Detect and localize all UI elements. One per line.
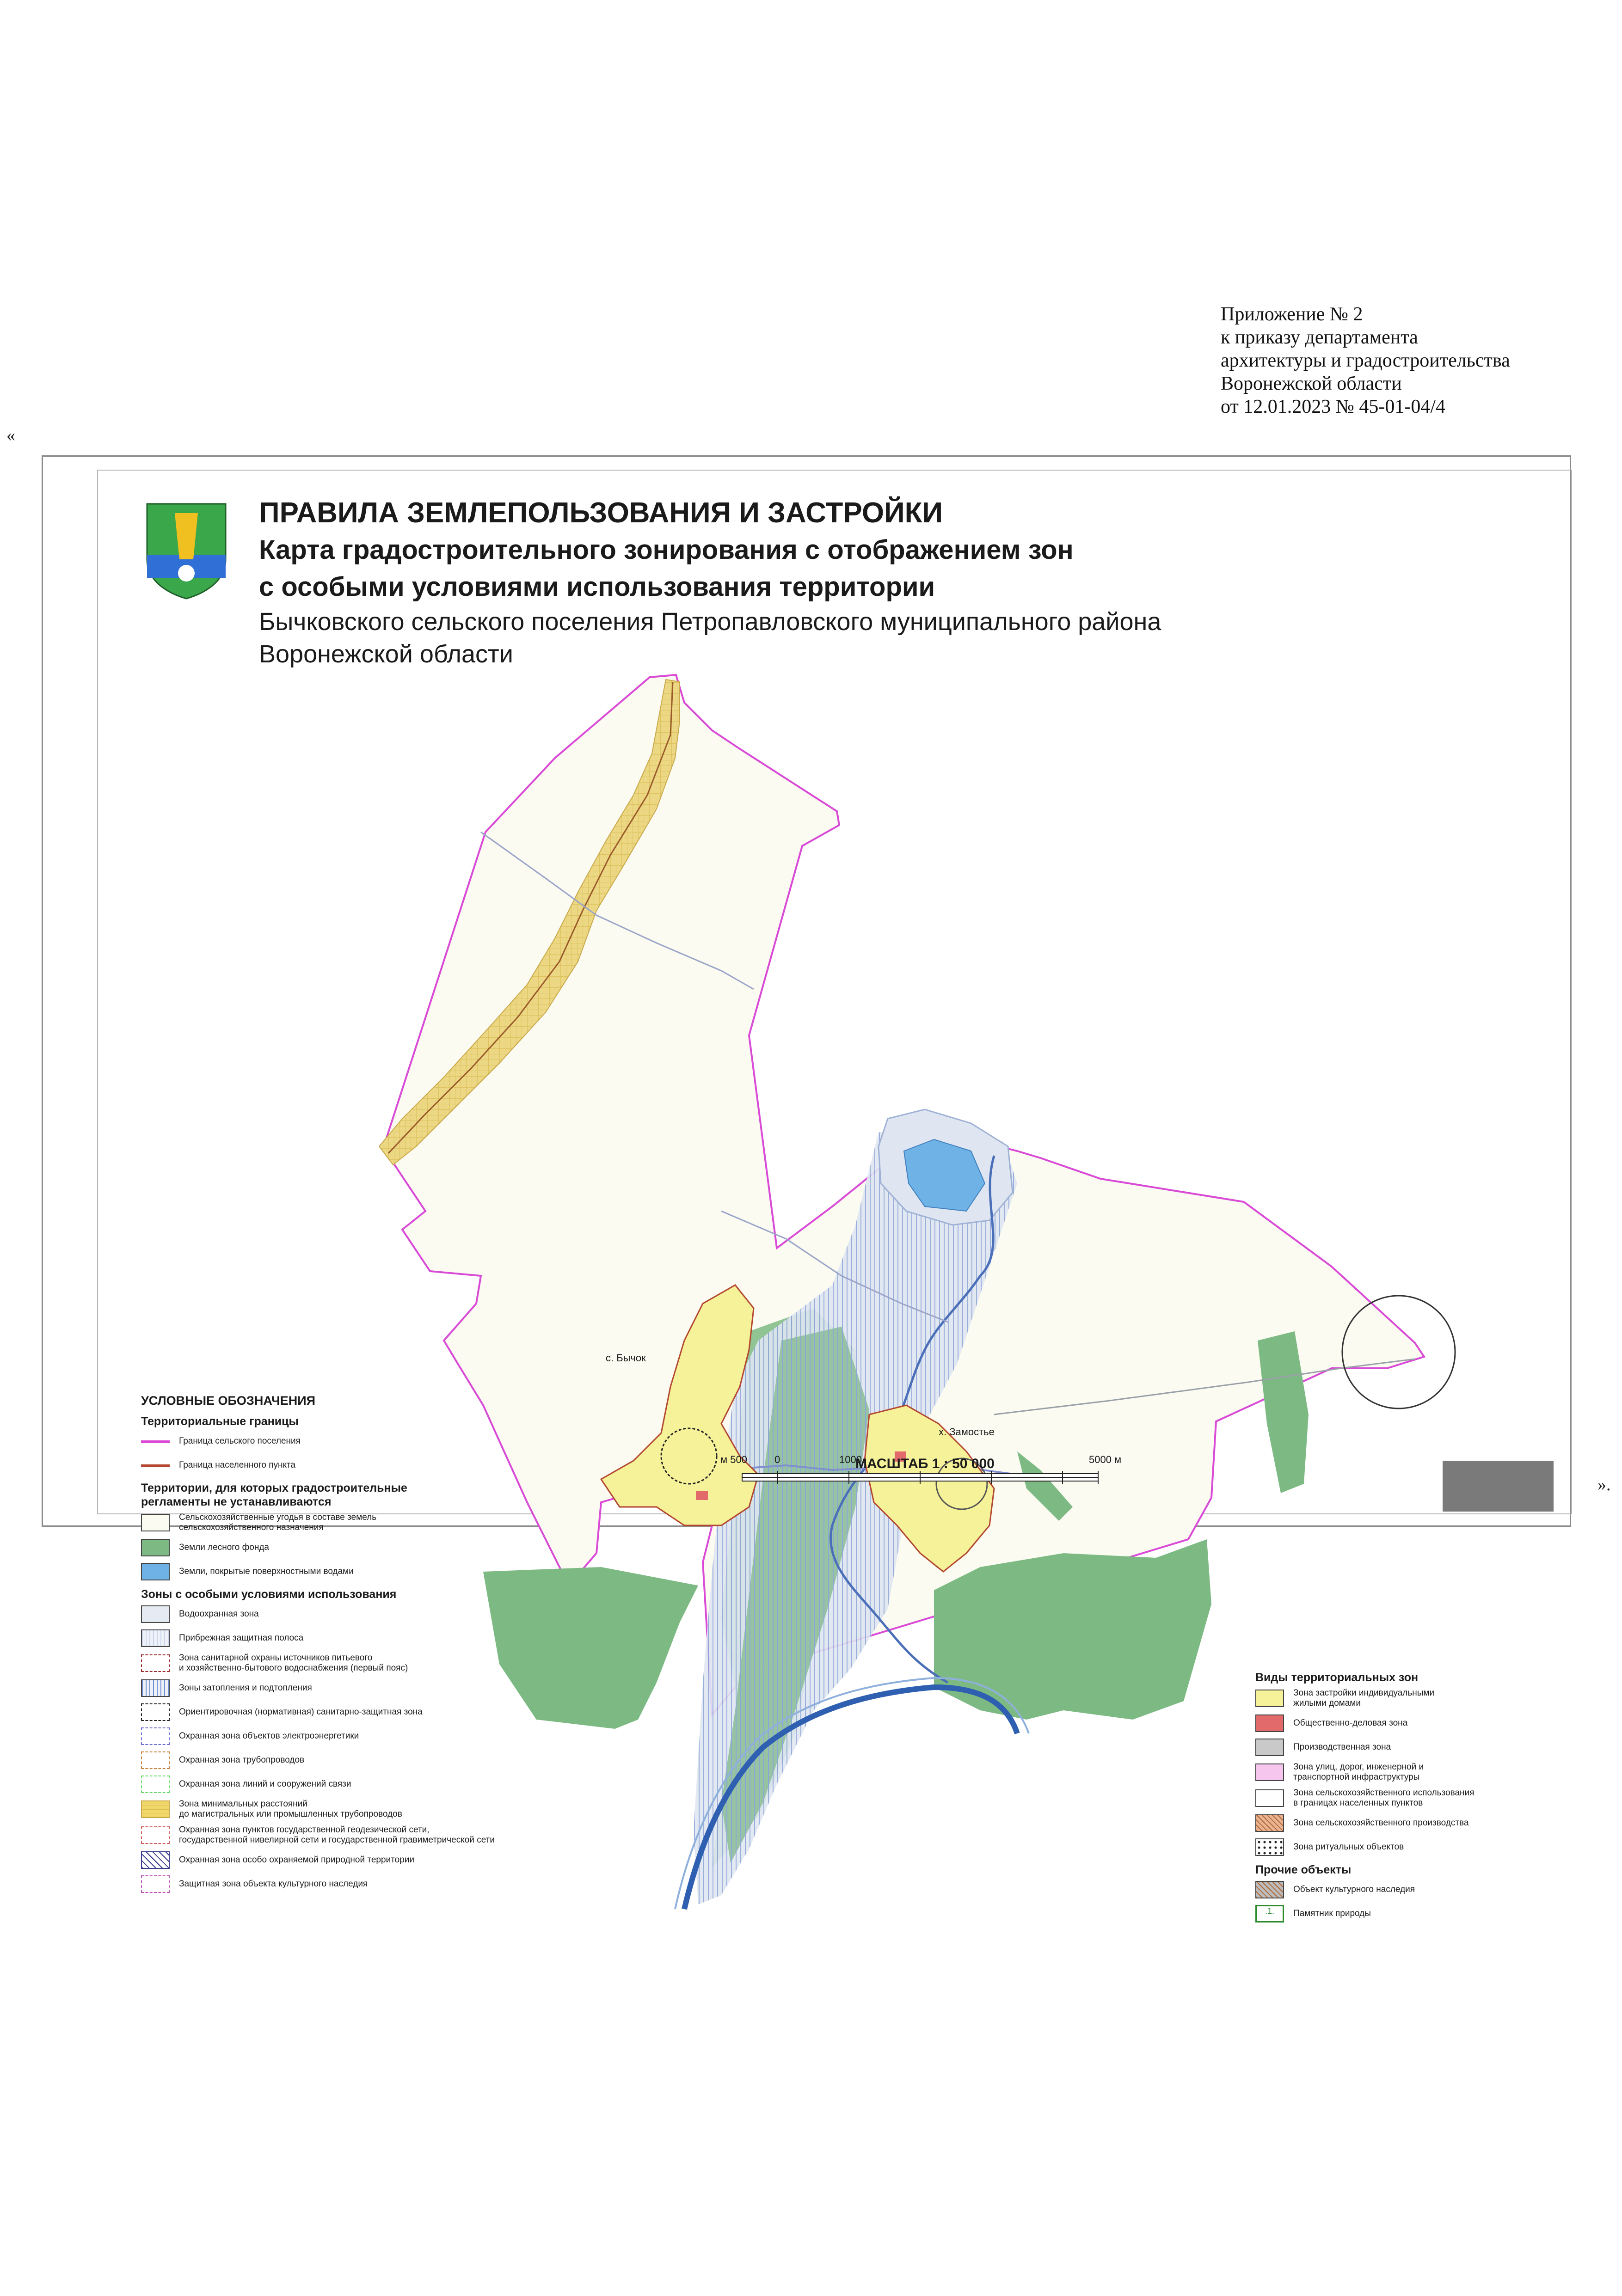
- appendix-line: Воронежской области: [1221, 373, 1402, 394]
- legend-item: [141, 1825, 557, 1845]
- legend-swatch-icon: [141, 1727, 170, 1745]
- legend-item: [141, 1512, 557, 1533]
- legend-item: [141, 1538, 557, 1557]
- zone-legend-item: [1255, 1838, 1542, 1856]
- legend-item: [141, 1703, 557, 1721]
- legend-label: Граница сельского поселения: [179, 1436, 301, 1446]
- legend-label: Зона сельскохозяйственного производства: [1293, 1818, 1469, 1828]
- appendix-line: от 12.01.2023 № 45-01-04/4: [1221, 396, 1446, 417]
- legend-item: [141, 1851, 557, 1869]
- legend-item: [141, 1875, 557, 1893]
- legend-item: [141, 1456, 557, 1475]
- legend-swatch-icon: [1255, 1789, 1284, 1807]
- legend-swatch-icon: [141, 1433, 170, 1450]
- legend-label: Зона улиц, дорог, инженерной и транспортной инфраструктуры: [1293, 1762, 1424, 1782]
- zone-legend-item: [1255, 1738, 1542, 1757]
- legend-label: Зона застройки индивидуальными жилыми домами: [1293, 1688, 1435, 1708]
- legend-label: Охранная зона особо охраняемой природной территории: [179, 1855, 415, 1865]
- legend-label: Земли, покрытые поверхностными водами: [179, 1567, 354, 1576]
- legend-item: [141, 1629, 557, 1647]
- other-objects-title: Прочие объекты: [1255, 1863, 1352, 1876]
- legend-item: [141, 1605, 557, 1623]
- legend-label: Зона минимальных расстояний до магистральных или промышленных трубопроводов: [179, 1799, 402, 1819]
- legend-swatch-icon: [141, 1751, 170, 1769]
- legend-swatch-icon: [141, 1563, 170, 1580]
- legend-swatch-icon: [141, 1629, 170, 1647]
- legend-swatch-icon: [141, 1514, 170, 1531]
- legend-label: Ориентировочная (нормативная) санитарно-защитная зона: [179, 1707, 423, 1717]
- scale-title: МАСШТАБ 1 : 50 000: [855, 1456, 995, 1471]
- legend-swatch-icon: [141, 1457, 170, 1474]
- settlement-label-zamostye: х. Замостье: [939, 1426, 995, 1438]
- legend-label: Производственная зона: [1293, 1742, 1391, 1752]
- legend-swatch-icon: [1255, 1690, 1284, 1707]
- zone-legend-item: [1255, 1788, 1542, 1808]
- legend-label: Земли лесного фонда: [179, 1543, 270, 1552]
- legend-swatch-icon: [141, 1679, 170, 1697]
- other-legend-item: [1255, 1880, 1542, 1899]
- coat-of-arms-icon: [147, 504, 226, 599]
- scale-label-m500: м 500: [720, 1454, 747, 1465]
- open-quote: «: [6, 426, 15, 445]
- public-zone-bychok: [696, 1491, 708, 1500]
- legend-label: Памятник природы: [1293, 1909, 1371, 1918]
- legend-swatch-icon: [1255, 1739, 1284, 1756]
- legend-swatch-icon: [141, 1703, 170, 1721]
- close-quote: ».: [1597, 1475, 1611, 1494]
- legend-swatch-icon: [141, 1851, 170, 1869]
- legend-label: Зона сельскохозяйственного использования в границах населенных пунктов: [1293, 1788, 1475, 1808]
- map-settlement-name: Бычковского сельского поселения Петропавловского муниципального района: [259, 608, 1161, 636]
- legend-item: [141, 1679, 557, 1697]
- legend-item: [141, 1751, 557, 1769]
- legend-label: Зона ритуальных объектов: [1293, 1842, 1404, 1852]
- legend-section-title: Территории, для которых градостроительные регламенты не устанавливаются: [141, 1482, 407, 1508]
- zone-legend-item: [1255, 1714, 1542, 1733]
- organization-stamp: [1443, 1461, 1554, 1512]
- settlement-label-bychok: с. Бычок: [606, 1352, 646, 1364]
- zones-legend-title: Виды территориальных зон: [1255, 1671, 1419, 1684]
- zone-legend-item: [1255, 1814, 1542, 1832]
- legend-item: [141, 1653, 557, 1673]
- appendix-line: Приложение № 2: [1221, 304, 1363, 325]
- legend-section-title: Зоны с особыми условиями использования: [141, 1588, 397, 1601]
- legend-swatch-icon: [1255, 1881, 1284, 1898]
- legend-swatch-icon: [141, 1875, 170, 1893]
- scale-label-5000: 5000 м: [1089, 1454, 1122, 1465]
- map-title: ПРАВИЛА ЗЕМЛЕПОЛЬЗОВАНИЯ И ЗАСТРОЙКИ: [259, 497, 943, 529]
- other-legend-item: [1255, 1904, 1542, 1923]
- appendix-line: к приказу департамента: [1221, 327, 1418, 348]
- legend-swatch-icon: [141, 1800, 170, 1818]
- map-subtitle-2: с особыми условиями использования территории: [259, 572, 935, 602]
- appendix-line: архитектуры и градостроительства: [1221, 350, 1510, 371]
- legend-label: Прибрежная защитная полоса: [179, 1633, 304, 1643]
- legend-label: Зона санитарной охраны источников питьевого и хозяйственно-бытового водоснабжения (первый пояс): [179, 1653, 408, 1673]
- legend-item: [141, 1727, 557, 1745]
- legend-swatch-icon: [141, 1654, 170, 1672]
- legend-label: Сельскохозяйственные угодья в составе земель сельскохозяйственного назначения: [179, 1512, 377, 1532]
- legend-swatch-icon: [141, 1539, 170, 1556]
- zone-legend-item: [1255, 1762, 1542, 1782]
- legend-label: Граница населенного пункта: [179, 1460, 296, 1470]
- zones-legend: [1255, 1664, 1542, 1929]
- legend-swatch-icon: [141, 1605, 170, 1623]
- legend-label: Охранная зона линий и сооружений связи: [179, 1779, 351, 1789]
- legend-swatch-icon: [1255, 1714, 1284, 1732]
- scale-label-0: 0: [774, 1454, 780, 1465]
- legend-label: Охранная зона трубопроводов: [179, 1755, 305, 1765]
- legend-label: Зоны затопления и подтопления: [179, 1683, 312, 1693]
- legend-item: [141, 1432, 557, 1451]
- legend-swatch-icon: [141, 1826, 170, 1844]
- legend-label: Охранная зона пунктов государственной геодезической сети, государственной нивелирной сети и государственной гравиметрической сети: [179, 1825, 495, 1845]
- legend-swatch-icon: [1255, 1838, 1284, 1856]
- legend-heading: УСЛОВНЫЕ ОБОЗНАЧЕНИЯ: [141, 1394, 316, 1408]
- legend-swatch-icon: [1255, 1814, 1284, 1832]
- map-subtitle: Карта градостроительного зонирования с отображением зон: [259, 535, 1074, 565]
- legend-label: Охранная зона объектов электроэнергетики: [179, 1731, 359, 1741]
- scale-label-1000: 1000: [839, 1454, 862, 1465]
- legend-label: Защитная зона объекта культурного наследия: [179, 1879, 368, 1889]
- legend-item: [141, 1775, 557, 1794]
- map-legend: [141, 1394, 557, 1899]
- legend-label: Объект культурного наследия: [1293, 1885, 1415, 1894]
- legend-label: Водоохранная зона: [179, 1609, 259, 1619]
- legend-label: Общественно-деловая зона: [1293, 1718, 1408, 1728]
- map-region-name: Воронежской области: [259, 640, 513, 668]
- legend-item: [141, 1562, 557, 1581]
- legend-item: [141, 1799, 557, 1819]
- legend-swatch-icon: .1.: [1255, 1905, 1284, 1923]
- legend-swatch-icon: [141, 1776, 170, 1793]
- zone-legend-item: [1255, 1688, 1542, 1708]
- legend-swatch-icon: [1255, 1763, 1284, 1781]
- map-title-block: [259, 495, 1161, 670]
- legend-section-title: Территориальные границы: [141, 1415, 299, 1428]
